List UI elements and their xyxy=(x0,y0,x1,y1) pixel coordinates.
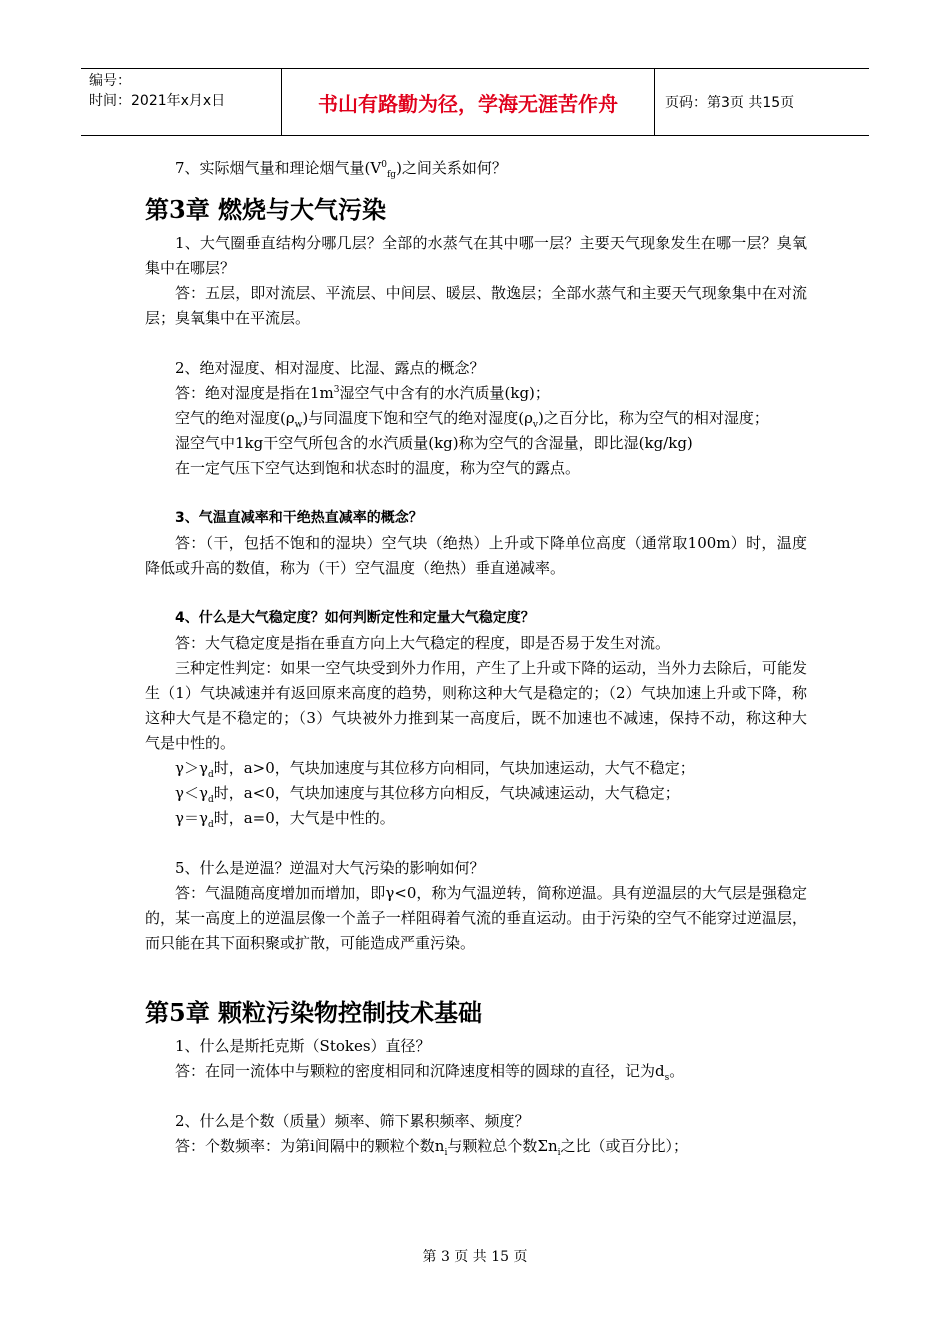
ch3-question-3: 3、气温直减率和干绝热直减率的概念？ xyxy=(175,510,423,526)
ch3-question-5: 5、什么是逆温？逆温对大气污染的影响如何？ xyxy=(175,859,485,877)
ch3-question-1: 1、大气圈垂直结构分哪几层？全部的水蒸气在其中哪一层？主要天气现象发生在哪一层？臭氧集中在哪层？ xyxy=(145,234,807,277)
header-date: 时间：2021年x月x日 xyxy=(89,93,226,109)
header-number: 编号： xyxy=(89,73,131,89)
page-footer: 第 3 页 共 15 页 xyxy=(422,1249,528,1265)
ch3-answer-1: 答：五层，即对流层、平流层、中间层、暖层、散逸层；全部水蒸气和主要天气现象集中在对流层；臭氧集中在平流层。 xyxy=(145,284,807,327)
ch3-question-2: 2、绝对湿度、相对湿度、比湿、露点的概念？ xyxy=(175,359,485,377)
document-body xyxy=(145,156,807,1159)
ch5-answer-1: 答：在同一流体中与颗粒的密度相同和沉降速度相等的圆球的直径，记为$d_s$。 xyxy=(175,1062,685,1083)
question-7: 7、实际烟气量和理论烟气量$(V^0_{fg})$之间关系如何？ xyxy=(175,159,507,180)
ch3-answer-2-line3: 湿空气中1kg干空气所包含的水汽质量(kg)称为空气的含湿量，即比湿(kg/kg) xyxy=(175,434,693,452)
ch3-question-4: 4、什么是大气稳定度？如何判断定性和定量大气稳定度？ xyxy=(175,610,535,626)
ch5-question-2: 2、什么是个数（质量）频率、筛下累积频率、频度？ xyxy=(175,1112,530,1130)
ch3-answer-2-line4: 在一定气压下空气达到饱和状态时的温度，称为空气的露点。 xyxy=(175,459,581,477)
ch3-answer-4-line2: 三种定性判定：如果一空气块受到外力作用，产生了上升或下降的运动，当外力去除后，可能发生（1）气块减速并有返回原来高度的趋势，则称这种大气是稳定的；（2）气块加速上升或下降，称这种大气是不稳定的；（3）气块被外力推到某一高度后，既不加速也不减速，保持不动，称这种大气是中性的。 xyxy=(145,659,807,752)
ch3-answer-4-line1: 答：大气稳定度是指在垂直方向上大气稳定的程度，即是否易于发生对流。 xyxy=(175,634,671,652)
chapter-3-title: 第3章 燃烧与大气污染 xyxy=(145,195,387,224)
header-meta xyxy=(81,69,281,135)
ch3-answer-5: 答：气温随高度增加而增加，即γ<0，称为气温逆转，简称逆温。具有逆温层的大气层是强稳定的，某一高度上的逆温层像一个盖子一样阻碍着气流的垂直运动。由于污染的空气不能穿过逆温层，而只能在其下面积聚或扩散，可能造成严重污染。 xyxy=(145,884,807,952)
header-page-info: 页码：第3页 共15页 xyxy=(665,95,795,111)
ch3-answer-2-line1: 答：绝对湿度是指在$1m^3$湿空气中含有的水汽质量(kg)； xyxy=(175,384,550,402)
ch3-answer-3: 答：（干，包括不饱和的湿块）空气块（绝热）上升或下降单位高度（通常取100m）时，温度降低或升高的数值，称为（干）空气温度（绝热）垂直递减率。 xyxy=(145,534,807,577)
ch3-answer-4-line5: $\gamma=\gamma_d$时，a=0，大气是中性的。 xyxy=(175,809,395,830)
ch3-answer-2-line2: 空气的绝对湿度$(\rho_w)$与同温度下饱和空气的绝对湿度$(\rho_v)$之百分比，称为空气的相对湿度； xyxy=(175,409,769,430)
ch3-answer-4-line3: $\gamma>\gamma_d$时，a>0，气块加速度与其位移方向相同，气块加速运动，大气不稳定； xyxy=(175,759,695,780)
document-header xyxy=(81,68,869,136)
ch5-answer-2: 答：个数频率：为第i间隔中的颗粒个数$n_i$与颗粒总个数$\Sigma n_i$之比（或百分比）； xyxy=(175,1137,689,1158)
ch3-answer-4-line4: $\gamma<\gamma_d$时，a<0，气块加速度与其位移方向相反，气块减速运动，大气稳定； xyxy=(175,784,680,805)
chapter-5-title: 第5章 颗粒污染物控制技术基础 xyxy=(145,998,483,1027)
ch5-question-1: 1、什么是斯托克斯（Stokes）直径？ xyxy=(175,1037,431,1055)
header-motto: 书山有路勤为径，学海无涯苦作舟 xyxy=(281,69,655,135)
